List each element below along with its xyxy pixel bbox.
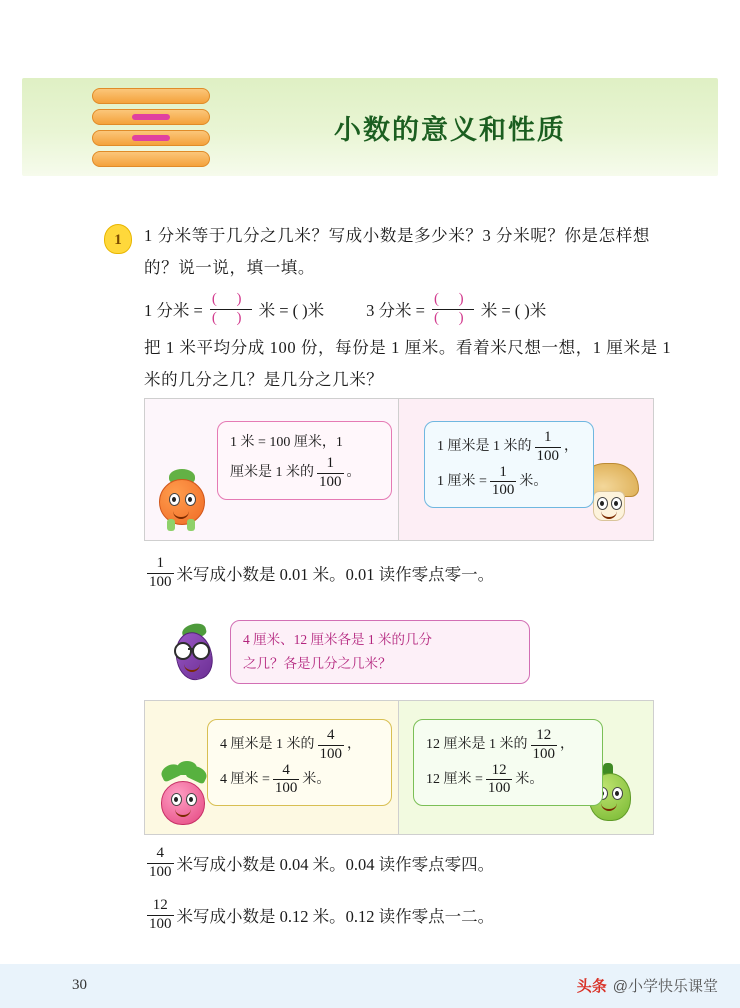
bubble-line-1-pre: 1 厘米是 1 米的 [437, 439, 532, 455]
bubble-line-2-pre: 4 厘米 = [220, 771, 270, 787]
bubble-line-2-post: 。 [346, 465, 361, 481]
bubble-line-2-pre: 1 厘米 = [437, 473, 487, 489]
eq-unit-2: 米 = ( [480, 301, 521, 321]
bubble-line-1-pre: 4 厘米是 1 米的 [220, 737, 315, 753]
bubble-line-1-post: ， [564, 439, 578, 455]
fraction-4-over-100-b: $\frac{4}{100}$ [274, 761, 298, 797]
panel-left-tomato [145, 399, 399, 540]
fraction-1-over-100: $\frac{1}{100}$ [319, 455, 342, 490]
bubble-line-1-post: ， [347, 737, 361, 753]
radish-speech-bubble [207, 719, 392, 806]
exercise-number-badge: 1 [104, 224, 132, 254]
page-number: 30 [72, 977, 87, 993]
pepper-speech-bubble [413, 719, 603, 806]
blank-fraction-2[interactable]: $\frac{( )}{( )}$ [433, 291, 472, 326]
fraction-12-over-100-b: $\frac{12}{100}$ [487, 761, 511, 797]
bubble-line-2-post: 米。 [302, 771, 331, 787]
fraction-1-over-100-b: $\frac{1}{100}$ [491, 463, 515, 499]
fraction-12-over-100-a: $\frac{12}{100}$ [532, 727, 555, 762]
stacked-bars-icon [92, 88, 210, 168]
exercise-question-text: 1 分米等于几分之几米？写成小数是多少米？3 分米呢？你是怎样想的？说一说，填一填。 [144, 226, 650, 277]
eggplant-note [172, 620, 532, 682]
bubble-line-2-post: 米。 [519, 473, 548, 489]
page-title: 小数的意义和性质 [334, 115, 566, 145]
watermark [577, 975, 718, 996]
tomato-character [159, 461, 219, 533]
eq-unit-1b: )米 [302, 301, 325, 321]
bubble-line-2-post: 米。 [515, 771, 544, 787]
eq-left-label: 1 分米 = [144, 301, 203, 321]
eq-right-label: 3 分米 = [366, 301, 425, 321]
tomato-speech-bubble [217, 421, 392, 500]
mushroom-speech-bubble [424, 421, 594, 508]
bubble-line-1: 1 米 = 100 厘米，1 [230, 435, 343, 450]
fraction-4-over-100-a: $\frac{4}{100}$ [319, 727, 342, 762]
watermark-text: @小学快乐课堂 [612, 978, 718, 995]
fraction-12-over-100-statement: $\frac{12}{100}$ [149, 897, 172, 932]
fraction-1-over-100-a: $\frac{1}{100}$ [536, 429, 559, 464]
fraction-1-over-100-statement: $\frac{1}{100}$ [149, 555, 172, 590]
statement-3-text: 米写成小数是 0.12 米。0.12 读作零点一二。 [176, 907, 495, 927]
fill-in-equation-line [144, 292, 684, 327]
eq-unit-1: 米 = ( [258, 301, 299, 321]
fraction-4-over-100-statement: $\frac{4}{100}$ [149, 845, 172, 880]
bubble-line-1-post: ， [560, 737, 574, 753]
watermark-logo: 头条 [576, 978, 607, 995]
statement-2-text: 米写成小数是 0.04 米。0.04 读作零点零四。 [176, 855, 495, 875]
bubble-line-1-pre: 12 厘米是 1 米的 [426, 737, 528, 753]
panel-right-mushroom [399, 399, 653, 540]
bubble-line-2-pre: 厘米是 1 米的 [230, 465, 314, 481]
bubble-line-2-pre: 12 厘米 = [426, 771, 483, 787]
note-line-2: 之几？各是几分之几米？ [243, 656, 392, 671]
statement-line-2 [144, 846, 494, 881]
eggplant-speech-bubble [230, 620, 530, 684]
illustration-panel-row-1 [144, 398, 654, 541]
blank-fraction-1[interactable]: $\frac{( )}{( )}$ [211, 291, 250, 326]
eq-unit-2b: )米 [524, 301, 547, 321]
note-line-1: 4 厘米、12 厘米各是 1 米的几分 [243, 632, 432, 647]
statement-line-3 [144, 898, 494, 933]
statement-1-text: 米写成小数是 0.01 米。0.01 读作零点零一。 [176, 565, 495, 585]
statement-line-1 [144, 556, 494, 591]
illustration-panel-row-2 [144, 700, 654, 835]
exercise-paragraph-2: 把 1 米平均分成 100 份，每份是 1 厘米。看着米尺想一想，1 厘米是 1 米的几分之几？是几分之几米？ [144, 338, 672, 389]
panel-left-radish [145, 701, 399, 834]
panel-right-pepper [399, 701, 653, 834]
eggplant-character [172, 622, 222, 684]
